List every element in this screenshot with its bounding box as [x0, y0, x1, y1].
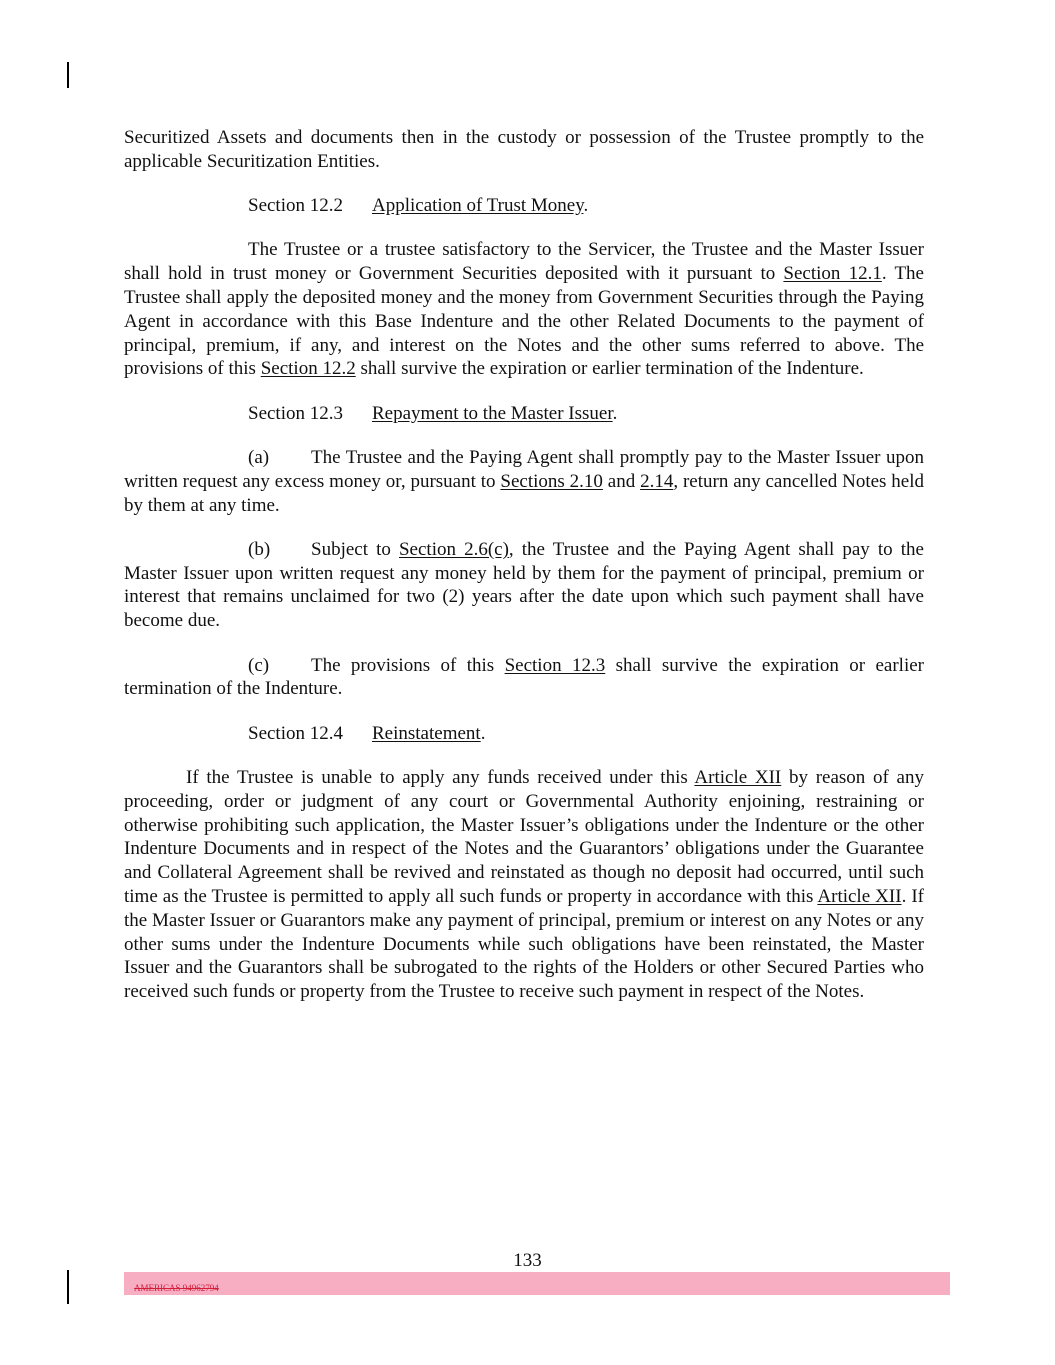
section-number: Section 12.2	[248, 195, 343, 217]
cross-reference: Section 12.3	[504, 654, 606, 676]
section-12-2-paragraph: The Trustee or a trustee satisfactory to the Servicer, the Trustee and the Master Issuer shall hold in trust money or Government Securities deposited with it pursuant to Section 12.1. The Trustee shall apply the deposited money and the money from Government Securities through the Paying Agent in accordance with this Base Indenture and the other Related Documents to the payment of principal, premium, if any, and interest on the Notes and the other sums referred to above. The provisions of this Section 12.2 shall survive the expiration or earlier termination of the Indenture.	[124, 239, 924, 380]
cross-reference: 2.14	[640, 470, 674, 492]
page-number: 133	[513, 1250, 542, 1271]
cross-reference: Sections 2.10	[500, 470, 603, 492]
section-12-4-heading: Section 12.4 Reinstatement.	[248, 722, 486, 744]
cross-reference: Section 2.6(c)	[398, 538, 509, 560]
section-12-4-paragraph: If the Trustee is unable to apply any funds received under this Article XII by reason of any proceeding, order or judgment of any court or Governmental Authority enjoining, restraining or otherwise prohibiting such application, the Master Issuer’s obligations under the Indenture or the other Indenture Documents and in respect of the Notes and the Guarantors’ obligations under the Guarantee and Collateral Agreement shall be revived and reinstated as though no deposit had occurred, until such time as the Trustee is permitted to apply all such funds or property in accordance with this Article XII. If the Master Issuer or Guarantors make any payment of principal, premium or interest on any Notes or any other sums under the Indenture Documents while such obligations have been reinstated, the Master Issuer and the Guarantors shall be subrogated to the rights of the Holders or other Secured Parties who received such funds or property from the Trustee to receive such payment in respect of the Notes.	[124, 766, 924, 1003]
section-12-3-clause-a: (a) The Trustee and the Paying Agent shall promptly pay to the Master Issuer upon written request any excess money or, pursuant to Sections 2.10 and 2.14, return any cancelled Notes held by them at any time.	[124, 446, 925, 516]
section-12-2-heading: Section 12.2 Application of Trust Money.	[248, 195, 589, 217]
cross-reference: Article XII	[694, 766, 782, 788]
section-title: Application of Trust Money	[372, 195, 584, 217]
section-title: Reinstatement	[372, 722, 481, 744]
section-12-3-clause-b: (b) Subject to Section 2.6(c), the Trustee and the Paying Agent shall pay to the Master Issuer upon written request any money held by them for the payment of principal, premium or interest that remains unclaimed for two (2) years after the date upon which such payment shall have become due.	[124, 538, 924, 632]
clause-label: (b)	[248, 538, 271, 560]
continuation-paragraph: Securitized Assets and documents then in the custody or possession of the Trustee promptly to the applicable Securitization Entities.	[124, 127, 924, 172]
section-number: Section 12.3	[248, 402, 343, 424]
clause-label: (a)	[248, 446, 270, 468]
section-title: Repayment to the Master Issuer	[372, 402, 613, 424]
revision-bar-top	[67, 62, 69, 88]
clause-label: (c)	[248, 654, 270, 676]
cross-reference: Section 12.2	[260, 358, 356, 380]
document-body	[124, 126, 924, 1004]
section-12-3-heading: Section 12.3 Repayment to the Master Issuer.	[248, 402, 618, 424]
document-id: AMERICAS 94962794	[134, 1283, 219, 1293]
cross-reference: Section 12.1	[783, 263, 882, 285]
cross-reference: Article XII	[817, 885, 902, 907]
revision-bar-bottom	[67, 1270, 69, 1304]
section-12-3-clause-c: (c) The provisions of this Section 12.3 shall survive the expiration or earlier termination of the Indenture.	[124, 654, 924, 700]
footer-band	[124, 1272, 950, 1295]
section-number: Section 12.4	[248, 722, 343, 744]
